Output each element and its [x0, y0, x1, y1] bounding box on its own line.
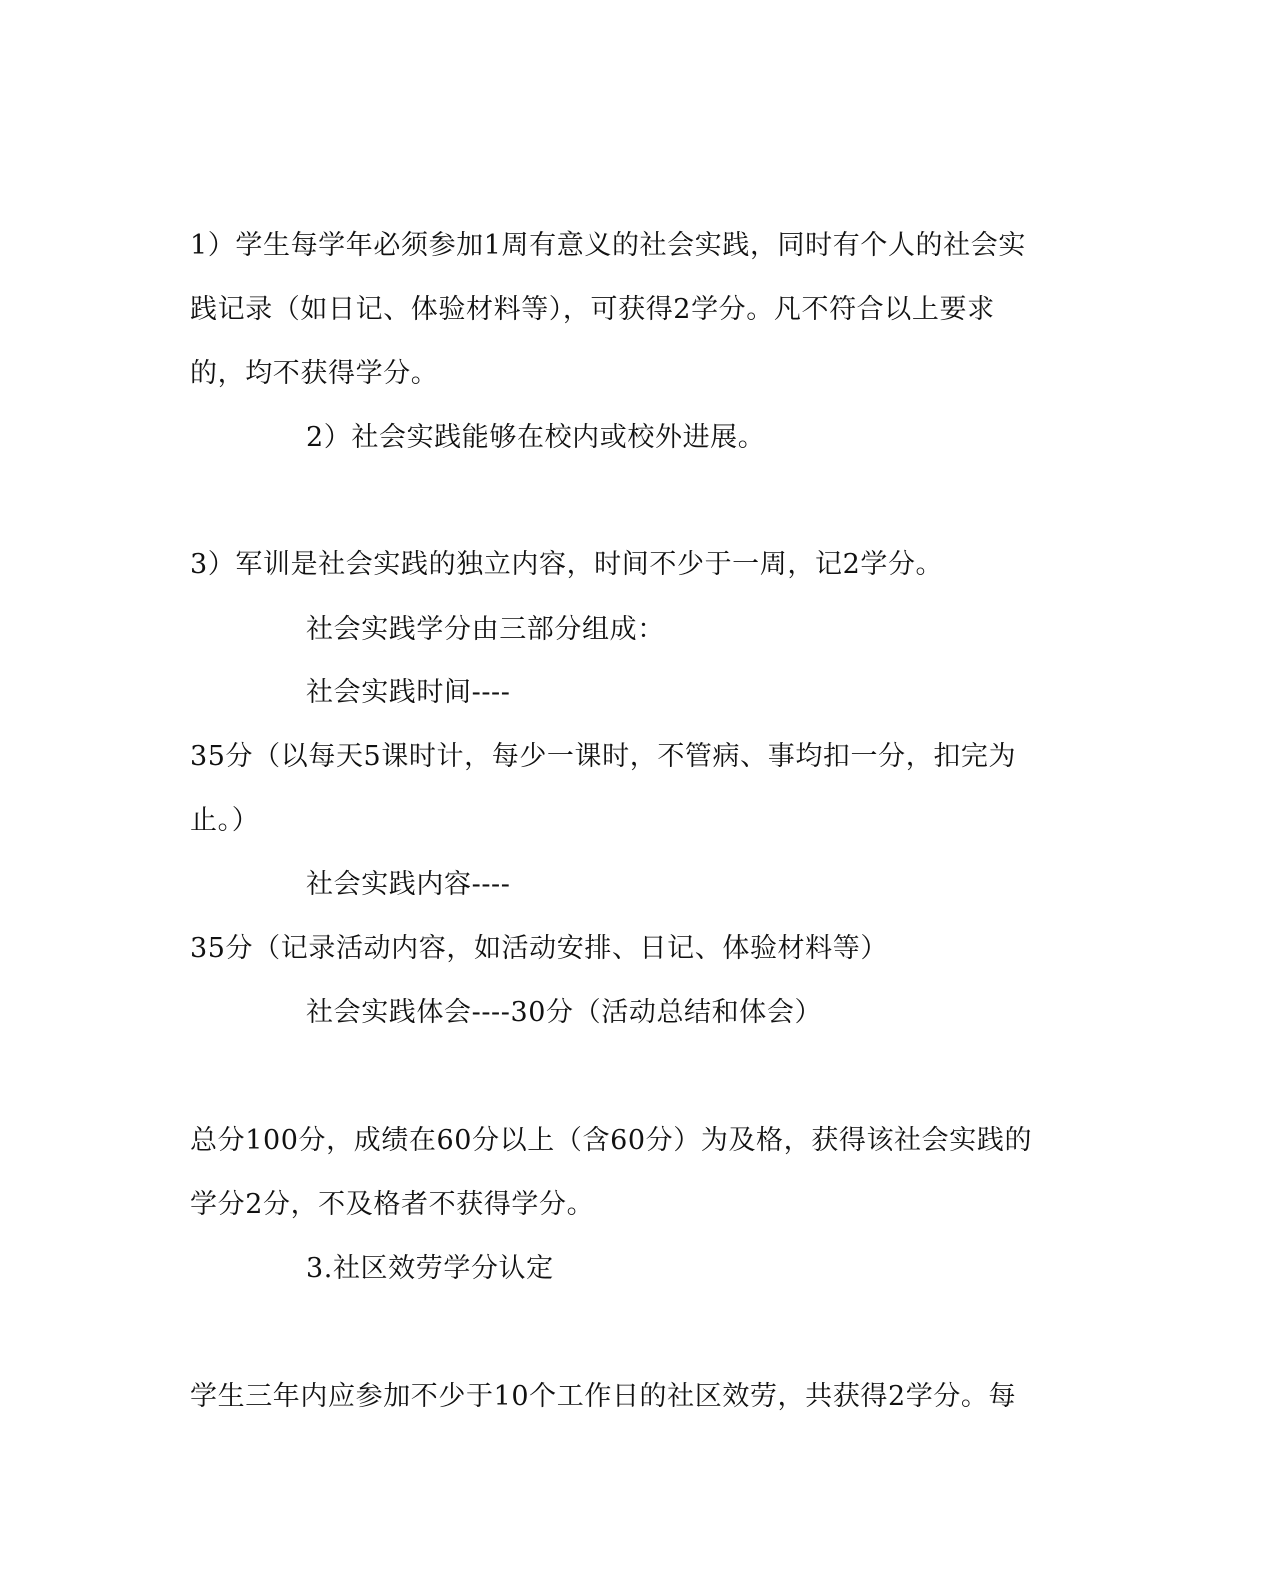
- paragraph-line: 总分100分，成绩在60分以上（含60分）为及格，获得该社会实践的: [190, 1125, 1033, 1156]
- paragraph-line: 践记录（如日记、体验材料等），可获得2学分。凡不符合以上要求: [190, 294, 995, 325]
- paragraph-line: 社会实践时间----: [306, 677, 511, 708]
- paragraph-line: 学分2分，不及格者不获得学分。: [190, 1189, 595, 1220]
- paragraph-line: 2）社会实践能够在校内或校外进展。: [306, 422, 766, 453]
- section-heading: 3.社区效劳学分认定: [306, 1253, 554, 1284]
- paragraph-line: 35分（以每天5课时计，每少一课时，不管病、事均扣一分，扣完为: [190, 741, 1017, 772]
- paragraph-line: 学生三年内应参加不少于10个工作日的社区效劳，共获得2学分。每: [190, 1381, 1017, 1412]
- paragraph-line: 的，均不获得学分。: [190, 358, 439, 389]
- paragraph-line: 社会实践体会----30分（活动总结和体会）: [306, 997, 823, 1028]
- paragraph-line: 1）学生每学年必须参加1周有意义的社会实践，同时有个人的社会实: [190, 230, 1026, 261]
- paragraph-line: 35分（记录活动内容，如活动安排、日记、体验材料等）: [190, 933, 888, 964]
- paragraph-line: 社会实践内容----: [306, 869, 511, 900]
- paragraph-line: 止。）: [190, 805, 260, 836]
- paragraph-line: 3）军训是社会实践的独立内容，时间不少于一周，记2学分。: [190, 549, 944, 580]
- paragraph-line: 社会实践学分由三部分组成：: [306, 614, 665, 645]
